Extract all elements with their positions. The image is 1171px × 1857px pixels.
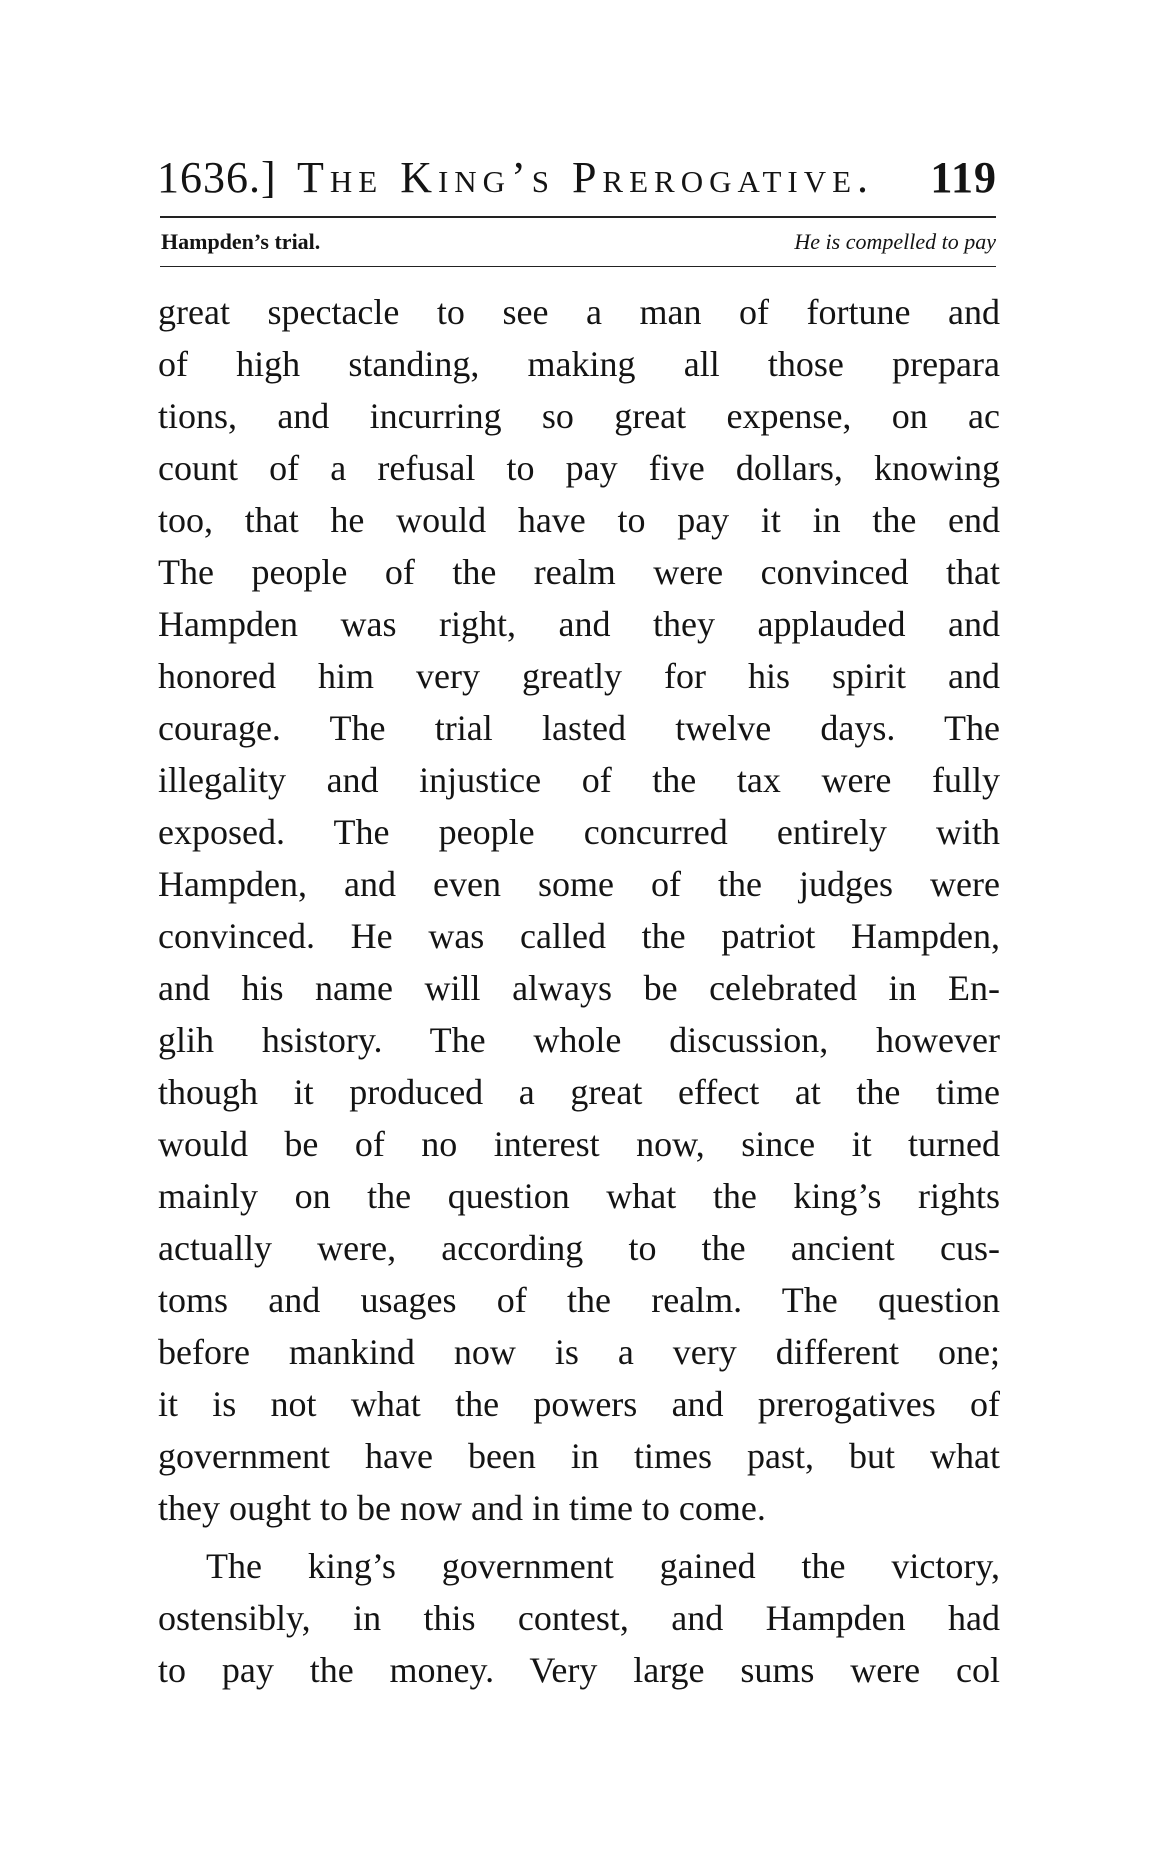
- text-line: to pay the money. Very large sums were col: [158, 1650, 1000, 1690]
- paragraph-2: [158, 1540, 1000, 1696]
- text-line: it is not what the powers and prerogatives of: [158, 1384, 1000, 1424]
- running-head-year: 1636.]: [157, 153, 277, 202]
- running-head: [157, 148, 997, 208]
- header-rule-top: [160, 216, 996, 218]
- text-line: actually were, according to the ancient cus-: [158, 1228, 1000, 1268]
- text-line: convinced. He was called the patriot Hampden,: [158, 916, 1000, 956]
- text-line: government have been in times past, but what: [158, 1436, 1000, 1476]
- body-text: [158, 286, 1000, 1696]
- text-line: honored him very greatly for his spirit and: [158, 656, 1000, 696]
- text-line: mainly on the question what the king’s rights: [158, 1176, 1000, 1216]
- paragraph-1: [158, 286, 1000, 1534]
- text-line: count of a refusal to pay five dollars, knowing: [158, 448, 1000, 488]
- side-heading-right: He is compelled to pay: [794, 229, 996, 254]
- text-line: would be of no interest now, since it turned: [158, 1124, 1000, 1164]
- text-line: Hampden, and even some of the judges were: [158, 864, 1000, 904]
- text-line: The people of the realm were convinced that: [158, 552, 1000, 592]
- text-line: exposed. The people concurred entirely with: [158, 812, 1000, 852]
- running-head-title: The King’s Prerogative.: [297, 153, 875, 202]
- text-line: ostensibly, in this contest, and Hampden had: [158, 1598, 1000, 1638]
- side-heading-left: Hampden’s trial.: [161, 229, 321, 254]
- text-line: they ought to be now and in time to come.: [158, 1488, 766, 1528]
- text-line: before mankind now is a very different one;: [158, 1332, 1000, 1372]
- header-rule-bottom: [160, 266, 996, 267]
- text-line: courage. The trial lasted twelve days. The: [158, 708, 1000, 748]
- text-line: too, that he would have to pay it in the end: [158, 500, 1000, 540]
- page-number: 119: [930, 153, 997, 202]
- text-line: glih hsistory. The whole discussion, however: [158, 1020, 1000, 1060]
- text-line: great spectacle to see a man of fortune and: [158, 292, 1000, 332]
- text-line: toms and usages of the realm. The question: [158, 1280, 1000, 1320]
- text-line: of high standing, making all those prepara: [158, 344, 1000, 384]
- text-line: and his name will always be celebrated in En-: [158, 968, 1000, 1008]
- text-line: The king’s government gained the victory,: [206, 1546, 1000, 1586]
- text-line: Hampden was right, and they applauded and: [158, 604, 1000, 644]
- text-line: tions, and incurring so great expense, on ac: [158, 396, 1000, 436]
- text-line: illegality and injustice of the tax were fully: [158, 760, 1000, 800]
- text-line: though it produced a great effect at the time: [158, 1072, 1000, 1112]
